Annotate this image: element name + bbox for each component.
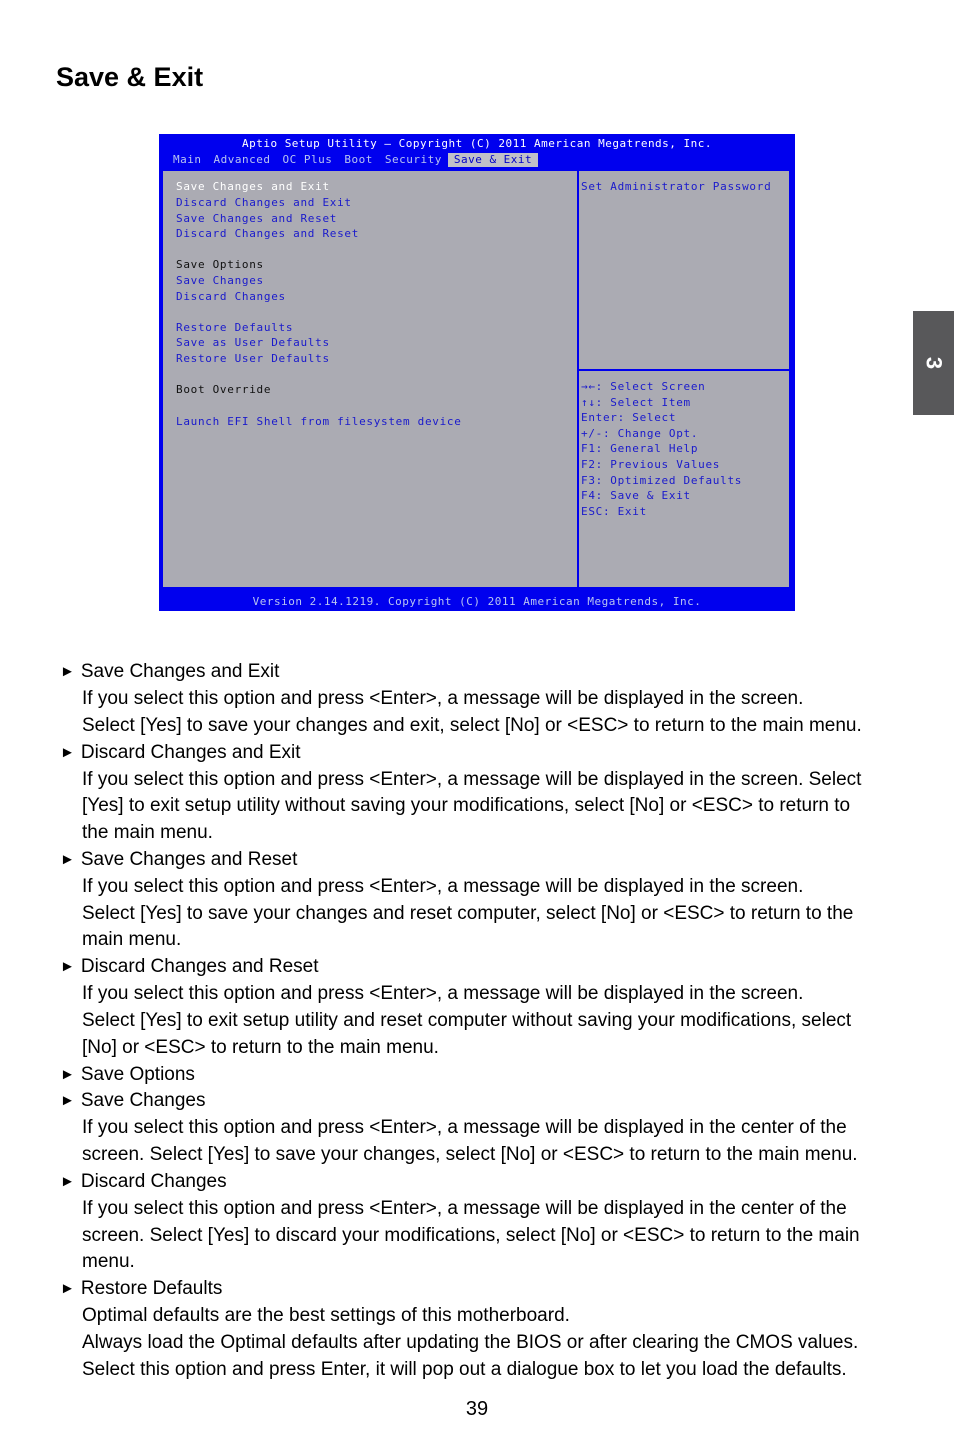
bios-footer: Version 2.14.1219. Copyright (C) 2011 American Megatrends, Inc. bbox=[252, 595, 702, 608]
paragraph-line: Select [Yes] to exit setup utility and reset computer without saving your modifications, select bbox=[82, 1010, 852, 1031]
bios-menu-item[interactable]: Discard Changes and Exit bbox=[176, 196, 352, 209]
paragraph-line: Always load the Optimal defaults after updating the BIOS or after clearing the CMOS values. bbox=[82, 1332, 859, 1353]
bios-menu-heading: Boot Override bbox=[176, 383, 272, 396]
bios-help-text: Set Administrator Password bbox=[581, 180, 772, 193]
bios-menu-panel bbox=[163, 171, 579, 587]
triangle-bullet-icon: ► bbox=[60, 958, 75, 975]
triangle-bullet-icon: ► bbox=[60, 663, 75, 680]
bios-menu-item[interactable]: Discard Changes and Reset bbox=[176, 227, 360, 240]
bios-tab-save-exit[interactable]: Save & Exit bbox=[448, 153, 538, 167]
paragraph-line: screen. Select [Yes] to save your changes, select [No] or <ESC> to return to the main menu. bbox=[82, 1144, 858, 1165]
bios-tab-advanced[interactable]: Advanced bbox=[213, 153, 271, 166]
paragraph-line: If you select this option and press <Enter>, a message will be displayed in the screen. bbox=[82, 983, 804, 1004]
paragraph-line: If you select this option and press <Enter>, a message will be displayed in the center of the bbox=[82, 1117, 847, 1138]
bios-key-hint: Enter: Select bbox=[581, 411, 677, 424]
bios-help-panel bbox=[579, 171, 789, 587]
bios-key-hint: +/-: Change Opt. bbox=[581, 427, 699, 440]
bios-menu-item[interactable]: Save Changes and Reset bbox=[176, 212, 338, 225]
section-heading: ► Save Options bbox=[60, 1064, 195, 1085]
bios-key-hint: F3: Optimized Defaults bbox=[581, 474, 743, 487]
bios-menu-item[interactable]: Save Changes bbox=[176, 274, 264, 287]
paragraph-line: Select [Yes] to save your changes and reset computer, select [No] or <ESC> to return to the bbox=[82, 903, 854, 924]
triangle-bullet-icon: ► bbox=[60, 744, 75, 761]
bios-tab-security[interactable]: Security bbox=[384, 153, 442, 166]
paragraph-line: [Yes] to exit setup utility without saving your modifications, select [No] or <ESC> to return to bbox=[82, 795, 851, 816]
triangle-bullet-icon: ► bbox=[60, 1092, 75, 1109]
paragraph-line: Optimal defaults are the best settings of this motherboard. bbox=[82, 1305, 570, 1326]
page-title: Save & Exit bbox=[56, 62, 204, 92]
paragraph-line: screen. Select [Yes] to discard your modifications, select [No] or <ESC> to return to the main bbox=[82, 1225, 860, 1246]
paragraph-line: the main menu. bbox=[82, 822, 213, 843]
chapter-number: 3 bbox=[921, 356, 947, 370]
paragraph-line: Select [Yes] to save your changes and exit, select [No] or <ESC> to return to the main menu. bbox=[82, 715, 862, 736]
paragraph-line: menu. bbox=[82, 1251, 135, 1272]
bios-tab-boot[interactable]: Boot bbox=[344, 153, 373, 166]
triangle-bullet-icon: ► bbox=[60, 1066, 75, 1083]
bios-menu-item[interactable]: Discard Changes bbox=[176, 290, 286, 303]
triangle-bullet-icon: ► bbox=[60, 1173, 75, 1190]
bios-tab-bar bbox=[167, 153, 538, 167]
bios-help-divider bbox=[579, 369, 789, 371]
paragraph-line: If you select this option and press <Enter>, a message will be displayed in the screen. bbox=[82, 876, 804, 897]
bios-menu-item[interactable]: Restore User Defaults bbox=[176, 352, 330, 365]
bios-key-hint: ESC: Exit bbox=[581, 505, 647, 518]
section-heading: ► Save Changes and Reset bbox=[60, 849, 298, 870]
bios-title: Aptio Setup Utility – Copyright (C) 2011 American Megatrends, Inc. bbox=[241, 137, 713, 150]
section-heading: ► Discard Changes bbox=[60, 1171, 227, 1192]
paragraph-line: If you select this option and press <Enter>, a message will be displayed in the screen. Select bbox=[82, 769, 862, 790]
bios-key-hint: ↑↓: Select Item bbox=[581, 396, 691, 409]
bios-body bbox=[161, 169, 791, 589]
section-heading: ► Restore Defaults bbox=[60, 1278, 223, 1299]
bios-menu-item[interactable]: Save Changes and Exit bbox=[176, 180, 330, 193]
bios-key-hint: F4: Save & Exit bbox=[581, 489, 691, 502]
bios-menu-item[interactable]: Save as User Defaults bbox=[176, 336, 330, 349]
paragraph-line: [No] or <ESC> to return to the main menu. bbox=[82, 1037, 439, 1058]
bios-key-hint: →←: Select Screen bbox=[581, 380, 706, 393]
page-number: 39 bbox=[465, 1398, 489, 1420]
bios-menu-item[interactable]: Launch EFI Shell from filesystem device bbox=[176, 415, 462, 428]
bios-menu-heading: Save Options bbox=[176, 258, 264, 271]
section-heading: ► Discard Changes and Exit bbox=[60, 742, 301, 763]
section-heading: ► Discard Changes and Reset bbox=[60, 956, 319, 977]
bios-tab-oc-plus[interactable]: OC Plus bbox=[282, 153, 333, 166]
paragraph-line: main menu. bbox=[82, 929, 182, 950]
chapter-tab bbox=[913, 311, 954, 415]
bios-key-hint: F1: General Help bbox=[581, 442, 699, 455]
bios-menu-item[interactable]: Restore Defaults bbox=[176, 321, 294, 334]
triangle-bullet-icon: ► bbox=[60, 851, 75, 868]
section-heading: ► Save Changes and Exit bbox=[60, 661, 280, 682]
paragraph-line: If you select this option and press <Enter>, a message will be displayed in the screen. bbox=[82, 688, 804, 709]
paragraph-line: Select this option and press Enter, it will pop out a dialogue box to let you load the defaults. bbox=[82, 1359, 847, 1380]
section-heading: ► Save Changes bbox=[60, 1090, 206, 1111]
bios-screen bbox=[159, 134, 795, 611]
bios-key-hint: F2: Previous Values bbox=[581, 458, 721, 471]
paragraph-line: If you select this option and press <Enter>, a message will be displayed in the center of the bbox=[82, 1198, 847, 1219]
bios-tab-main[interactable]: Main bbox=[173, 153, 202, 166]
triangle-bullet-icon: ► bbox=[60, 1280, 75, 1297]
